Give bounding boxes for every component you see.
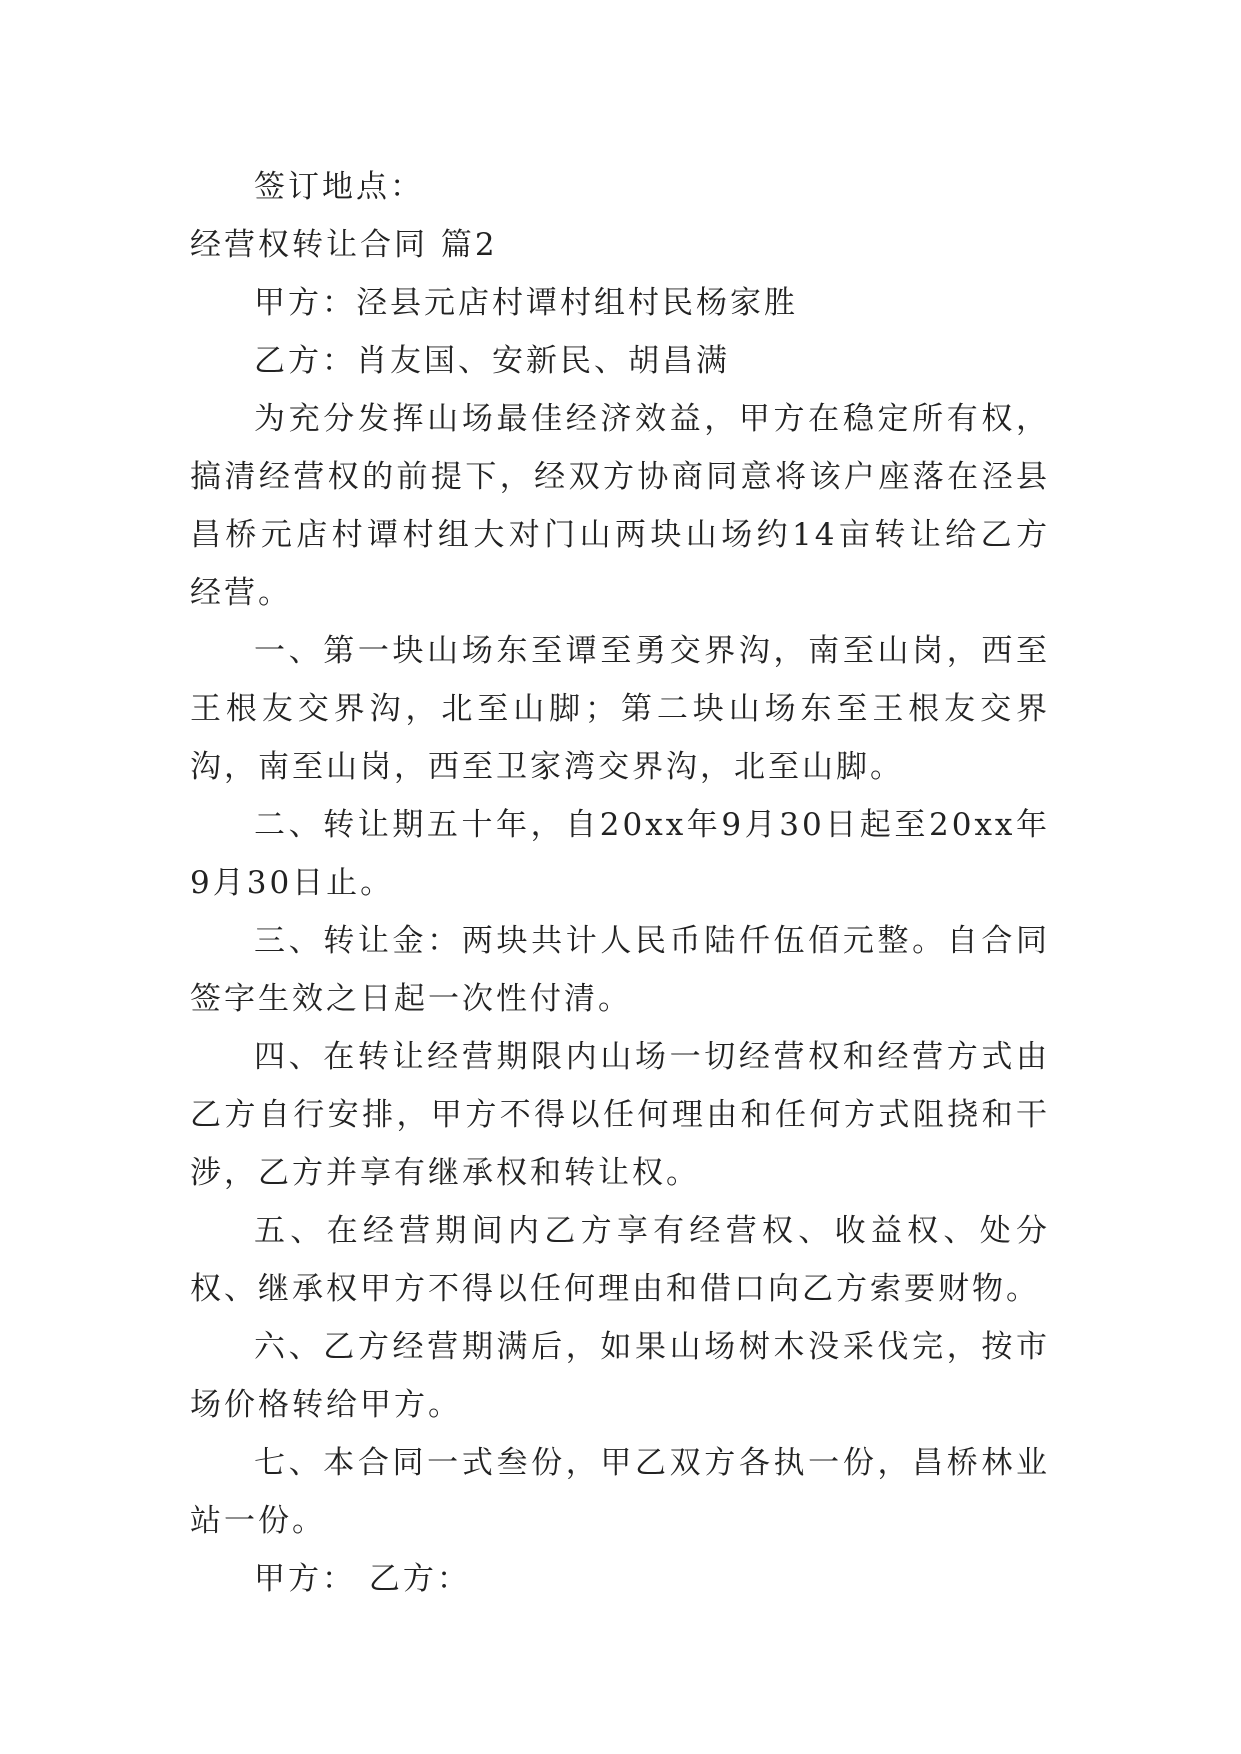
clause-6: 六、乙方经营期满后，如果山场树木没采伐完，按市场价格转给甲方。 <box>190 1329 1050 1423</box>
clause-2: 二、转让期五十年，自20xx年9月30日起至20xx年9月30日止。 <box>190 807 1050 901</box>
party-b: 乙方：肖友国、安新民、胡昌满 <box>254 343 730 379</box>
intro-paragraph: 为充分发挥山场最佳经济效益，甲方在稳定所有权，搞清经营权的前提下，经双方协商同意将该户座落在泾县昌桥元店村谭村组大对门山两块山场约14亩转让给乙方经营。 <box>190 401 1050 611</box>
signing-place: 签订地点： <box>254 169 424 205</box>
document-body <box>190 158 1050 1608</box>
contract-heading: 经营权转让合同 篇2 <box>190 227 498 263</box>
clause-4: 四、在转让经营期限内山场一切经营权和经营方式由乙方自行安排，甲方不得以任何理由和任何方式阻挠和干涉，乙方并享有继承权和转让权。 <box>190 1039 1050 1191</box>
clause-1: 一、第一块山场东至谭至勇交界沟，南至山岗，西至王根友交界沟，北至山脚；第二块山场东至王根友交界沟，南至山岗，西至卫家湾交界沟，北至山脚。 <box>190 633 1050 785</box>
signature-line: 甲方： 乙方： <box>254 1561 471 1597</box>
clause-3: 三、转让金：两块共计人民币陆仟伍佰元整。自合同签字生效之日起一次性付清。 <box>190 923 1050 1017</box>
party-a: 甲方：泾县元店村谭村组村民杨家胜 <box>254 285 798 321</box>
clause-7: 七、本合同一式叁份，甲乙双方各执一份，昌桥林业站一份。 <box>190 1445 1050 1539</box>
clause-5: 五、在经营期间内乙方享有经营权、收益权、处分权、继承权甲方不得以任何理由和借口向乙方索要财物。 <box>190 1213 1050 1307</box>
